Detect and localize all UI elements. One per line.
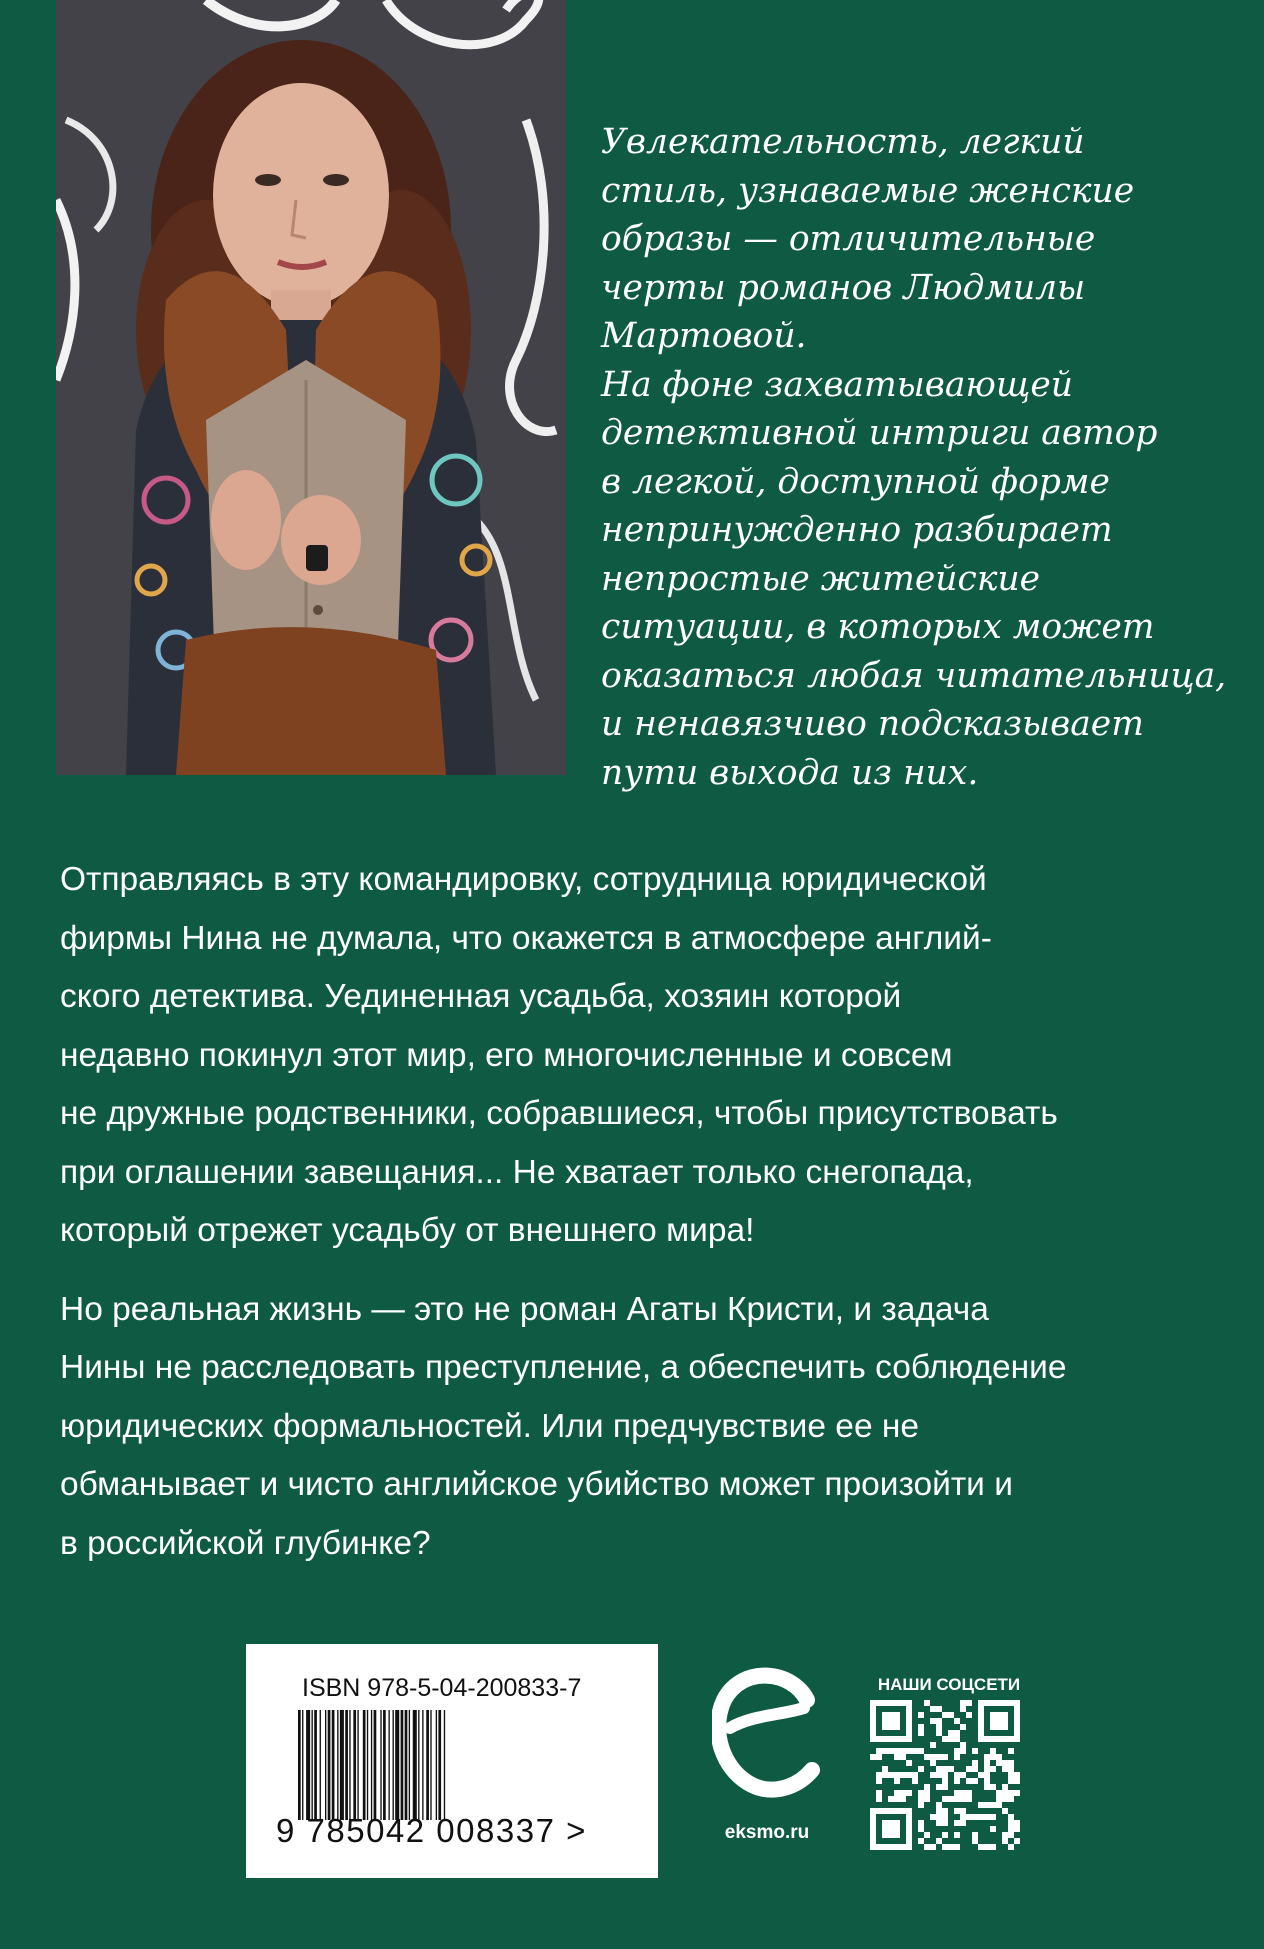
barcode-bar [357, 1710, 358, 1820]
qr-module [978, 1814, 984, 1820]
qr-module [942, 1820, 948, 1826]
qr-module [954, 1790, 960, 1796]
qr-module [894, 1790, 900, 1796]
qr-module [942, 1832, 948, 1838]
qr-module [1008, 1766, 1014, 1772]
blurb-line: оказаться любая читательница, [601, 655, 1227, 696]
blurb-line: непростые житейские [601, 558, 1041, 599]
qr-module [1002, 1790, 1008, 1796]
synopsis-line: не дружные родственники, собравшиеся, чтобы присутствовать [60, 1095, 1058, 1132]
qr-module [876, 1790, 882, 1796]
synopsis-line: Отправляясь в эту командировку, сотрудница юридической [60, 861, 987, 898]
qr-module [942, 1844, 948, 1850]
qr-module [972, 1778, 978, 1784]
qr-module [1014, 1820, 1020, 1826]
barcode-bar [436, 1710, 437, 1820]
qr-module [1002, 1838, 1008, 1844]
qr-module [1014, 1790, 1020, 1796]
barcode-bar [353, 1710, 356, 1820]
qr-module [960, 1796, 966, 1802]
qr-module [936, 1718, 942, 1724]
isbn-barcode [246, 1644, 658, 1878]
synopsis-line: Нины не расследовать преступление, а обеспечить соблюдение [60, 1349, 1067, 1386]
blurb-line: детективной интриги автор [601, 413, 1158, 453]
qr-module [972, 1766, 978, 1772]
qr-module [888, 1796, 894, 1802]
synopsis [60, 851, 1220, 1593]
synopsis-line: юридических формальностей. Или предчувствие ее не [60, 1407, 920, 1445]
barcode-bar [401, 1710, 404, 1820]
qr-module [936, 1820, 942, 1826]
qr-module [918, 1826, 924, 1832]
qr-module [978, 1844, 984, 1850]
qr-module [960, 1808, 966, 1814]
qr-module [1014, 1778, 1020, 1784]
qr-module [924, 1790, 930, 1796]
qr-module [990, 1814, 996, 1820]
social-qr-code [870, 1700, 1020, 1850]
qr-module [876, 1772, 882, 1778]
qr-module [966, 1766, 972, 1772]
qr-module [924, 1784, 930, 1790]
blurb-line: образы — отличительные [601, 219, 1096, 259]
qr-module [912, 1778, 918, 1784]
qr-module [984, 1802, 990, 1808]
qr-module [954, 1718, 960, 1724]
publisher-url: eksmo.ru [724, 1822, 810, 1843]
qr-module [876, 1754, 882, 1760]
qr-module [936, 1784, 942, 1790]
qr-module [954, 1730, 960, 1736]
qr-module [954, 1748, 960, 1754]
qr-module [966, 1796, 972, 1802]
qr-module [954, 1778, 960, 1784]
barcode-bar [314, 1710, 317, 1820]
barcode-bar [393, 1710, 394, 1820]
qr-module [996, 1802, 1002, 1808]
qr-module [954, 1736, 960, 1742]
qr-module [984, 1778, 990, 1784]
social-label: НАШИ СОЦСЕТИ [877, 1675, 1021, 1694]
qr-module [990, 1754, 996, 1760]
qr-module [894, 1778, 900, 1784]
qr-module [918, 1820, 924, 1826]
barcode-bar [438, 1710, 441, 1820]
barcode-bar [380, 1710, 381, 1820]
barcode-bars [298, 1710, 598, 1820]
barcode-bar [340, 1710, 344, 1820]
qr-module [900, 1790, 906, 1796]
qr-module [900, 1748, 906, 1754]
blurb-line: Увлекательность, легкий [601, 122, 1085, 162]
qr-module [990, 1784, 996, 1790]
qr-module [972, 1838, 978, 1844]
qr-module [924, 1796, 930, 1802]
barcode-bar [371, 1710, 372, 1820]
qr-module [984, 1754, 990, 1760]
qr-module [948, 1844, 954, 1850]
qr-module [882, 1748, 888, 1754]
barcode-bar [328, 1710, 331, 1820]
qr-module [936, 1802, 942, 1808]
qr-module [960, 1820, 966, 1826]
author-portrait-image [56, 0, 566, 775]
qr-module [1002, 1760, 1008, 1766]
qr-module [936, 1772, 942, 1778]
qr-module [990, 1802, 996, 1808]
qr-module [906, 1772, 912, 1778]
qr-module [984, 1760, 990, 1766]
barcode-bar [332, 1710, 335, 1820]
blurb-line: в легкой, доступной форме [601, 461, 1110, 502]
qr-module [990, 1748, 996, 1754]
qr-module [918, 1724, 924, 1730]
qr-module [966, 1814, 972, 1820]
qr-module [978, 1802, 984, 1808]
barcode-bar [422, 1710, 423, 1820]
qr-module [1008, 1760, 1014, 1766]
qr-module [900, 1754, 906, 1760]
qr-module [918, 1730, 924, 1736]
qr-module [1008, 1844, 1014, 1850]
barcode-bar [409, 1710, 410, 1820]
qr-module [942, 1778, 948, 1784]
barcode-bar [312, 1710, 313, 1820]
barcode-digits: 9 785042 008337 > [276, 1812, 587, 1849]
qr-module [882, 1712, 900, 1730]
eksmo-logo-icon [712, 1660, 822, 1810]
qr-module [1002, 1784, 1008, 1790]
qr-module [990, 1766, 996, 1772]
barcode-bar [430, 1710, 431, 1820]
qr-module [1008, 1772, 1014, 1778]
qr-module [984, 1784, 990, 1790]
barcode-bar [298, 1710, 301, 1820]
qr-module [960, 1790, 966, 1796]
qr-module [918, 1838, 924, 1844]
qr-module [918, 1802, 924, 1808]
qr-module [966, 1778, 972, 1784]
qr-module [948, 1736, 954, 1742]
qr-module [894, 1748, 900, 1754]
qr-module [930, 1706, 936, 1712]
barcode-bar [345, 1710, 348, 1820]
qr-module [942, 1808, 948, 1814]
qr-module [954, 1844, 960, 1850]
qr-module [936, 1754, 942, 1760]
qr-module [942, 1814, 948, 1820]
qr-module [936, 1706, 942, 1712]
barcode-bar [405, 1710, 408, 1820]
blurb-line: пути выхода из них. [601, 752, 979, 793]
qr-module [936, 1766, 942, 1772]
qr-module [984, 1844, 990, 1850]
qr-module [888, 1772, 894, 1778]
synopsis-paragraph-1 [60, 851, 1220, 1261]
qr-module [906, 1748, 912, 1754]
blurb-line: стиль, узнаваемые женские [601, 170, 1135, 211]
qr-module [924, 1754, 930, 1760]
synopsis-line: Но реальная жизнь — это не роман Агаты Кристи, и задача [60, 1290, 989, 1328]
qr-module [1002, 1766, 1008, 1772]
qr-module [972, 1760, 978, 1766]
qr-module [906, 1760, 912, 1766]
qr-module [876, 1796, 882, 1802]
qr-module [942, 1736, 948, 1742]
qr-module [996, 1790, 1002, 1796]
qr-module [960, 1748, 966, 1754]
qr-module [894, 1754, 900, 1760]
qr-module [1008, 1796, 1014, 1802]
qr-module [942, 1772, 948, 1778]
synopsis-line: обманывает и чисто английское убийство может произойти и [60, 1466, 1013, 1503]
qr-module [954, 1772, 960, 1778]
qr-module [900, 1772, 906, 1778]
qr-module [936, 1730, 942, 1736]
qr-module [918, 1790, 924, 1796]
qr-module [954, 1754, 960, 1760]
qr-module [882, 1820, 900, 1838]
qr-module [948, 1730, 954, 1736]
qr-module [936, 1814, 942, 1820]
author-blurb [601, 118, 1241, 797]
qr-module [1008, 1826, 1014, 1832]
qr-module [1008, 1820, 1014, 1826]
qr-module [972, 1814, 978, 1820]
qr-module [930, 1760, 936, 1766]
qr-module [930, 1754, 936, 1760]
barcode-bar [349, 1710, 350, 1820]
isbn-number: ISBN 978-5-04-200833-7 [302, 1674, 582, 1702]
qr-module [984, 1814, 990, 1820]
synopsis-line: фирмы Нина не думала, что окажется в атмосфере англий- [60, 919, 992, 957]
synopsis-line: ского детектива. Уединенная усадьба, хозяин которой [60, 978, 902, 1015]
qr-module [1014, 1772, 1020, 1778]
qr-module [996, 1796, 1002, 1802]
qr-module [870, 1754, 876, 1760]
barcode-bar [363, 1710, 366, 1820]
qr-module [996, 1754, 1002, 1760]
qr-module [960, 1742, 966, 1748]
barcode-bar [306, 1710, 310, 1820]
qr-module [1014, 1826, 1020, 1832]
barcode-bar [367, 1710, 368, 1820]
qr-module [912, 1772, 918, 1778]
qr-module [942, 1784, 948, 1790]
qr-module [930, 1772, 936, 1778]
synopsis-line: при оглашении завещания... Не хватает только снегопада, [60, 1153, 974, 1191]
qr-module [972, 1832, 978, 1838]
blurb-line: и ненавязчиво подсказывает [601, 704, 1144, 744]
qr-module [918, 1748, 924, 1754]
qr-module [1008, 1832, 1014, 1838]
qr-module [960, 1772, 966, 1778]
qr-module [948, 1766, 954, 1772]
qr-module [894, 1772, 900, 1778]
qr-module [984, 1772, 990, 1778]
qr-module [966, 1700, 972, 1706]
qr-module [924, 1832, 930, 1838]
synopsis-line: недавно покинул этот мир, его многочисленные и совсем [60, 1036, 953, 1074]
qr-module [966, 1712, 972, 1718]
qr-module [960, 1814, 966, 1820]
qr-module [1008, 1778, 1014, 1784]
qr-module [924, 1844, 930, 1850]
qr-module [1008, 1790, 1014, 1796]
barcode-bar [325, 1710, 326, 1820]
qr-module [948, 1796, 954, 1802]
qr-module [942, 1796, 948, 1802]
blurb-line: Мартовой. [601, 316, 807, 356]
barcode-bar [374, 1710, 377, 1820]
qr-module [1014, 1838, 1020, 1844]
qr-module [888, 1748, 894, 1754]
qr-module [942, 1712, 948, 1718]
synopsis-line: в российской глубинке? [60, 1524, 431, 1562]
qr-module [942, 1766, 948, 1772]
barcode-bar [320, 1710, 321, 1820]
barcode-bar [418, 1710, 419, 1820]
qr-module [930, 1718, 936, 1724]
qr-module [900, 1796, 906, 1802]
qr-module [954, 1832, 960, 1838]
barcode-bar [426, 1710, 429, 1820]
qr-module [978, 1772, 984, 1778]
barcode-bar [302, 1710, 303, 1820]
qr-module [966, 1790, 972, 1796]
qr-module [990, 1826, 996, 1832]
qr-module [906, 1790, 912, 1796]
qr-module [936, 1838, 942, 1844]
blurb-line: На фоне захватывающей [601, 364, 1073, 405]
qr-module [1002, 1832, 1008, 1838]
barcode-bar [395, 1710, 399, 1820]
qr-module [960, 1706, 966, 1712]
synopsis-line: который отрежет усадьбу от внешнего мира! [60, 1212, 755, 1249]
qr-module [876, 1748, 882, 1754]
qr-module [942, 1754, 948, 1760]
barcode-bar [383, 1710, 386, 1820]
qr-module [876, 1778, 882, 1784]
qr-module [930, 1844, 936, 1850]
qr-module [954, 1808, 960, 1814]
qr-module [954, 1796, 960, 1802]
qr-module [924, 1700, 930, 1706]
author-photo [56, 0, 566, 775]
qr-module [1008, 1814, 1014, 1820]
qr-module [936, 1808, 942, 1814]
synopsis-paragraph-2 [60, 1281, 1220, 1574]
qr-module [960, 1724, 966, 1730]
qr-module [996, 1760, 1002, 1766]
qr-module [936, 1724, 942, 1730]
barcode-bar [413, 1710, 417, 1820]
qr-module [954, 1820, 960, 1826]
qr-module [984, 1766, 990, 1772]
qr-module [894, 1796, 900, 1802]
qr-module [960, 1700, 966, 1706]
qr-module [990, 1844, 996, 1850]
blurb-line: черты романов Людмилы [601, 267, 1086, 308]
blurb-line: непринужденно разбирает [601, 510, 1113, 550]
qr-module [1002, 1796, 1008, 1802]
barcode-bar [444, 1710, 445, 1820]
qr-module [990, 1712, 1008, 1730]
qr-module [882, 1772, 888, 1778]
qr-module [918, 1796, 924, 1802]
qr-module [912, 1748, 918, 1754]
qr-module [948, 1712, 954, 1718]
blurb-line: ситуации, в которых может [601, 607, 1155, 647]
qr-module [918, 1766, 924, 1772]
qr-module [972, 1748, 978, 1754]
qr-module [930, 1742, 936, 1748]
qr-module [918, 1712, 924, 1718]
qr-module [1008, 1748, 1014, 1754]
qr-module [930, 1814, 936, 1820]
barcode-bar [337, 1710, 338, 1820]
qr-module [882, 1766, 888, 1772]
qr-module [1002, 1808, 1008, 1814]
barcode-bar [388, 1710, 389, 1820]
